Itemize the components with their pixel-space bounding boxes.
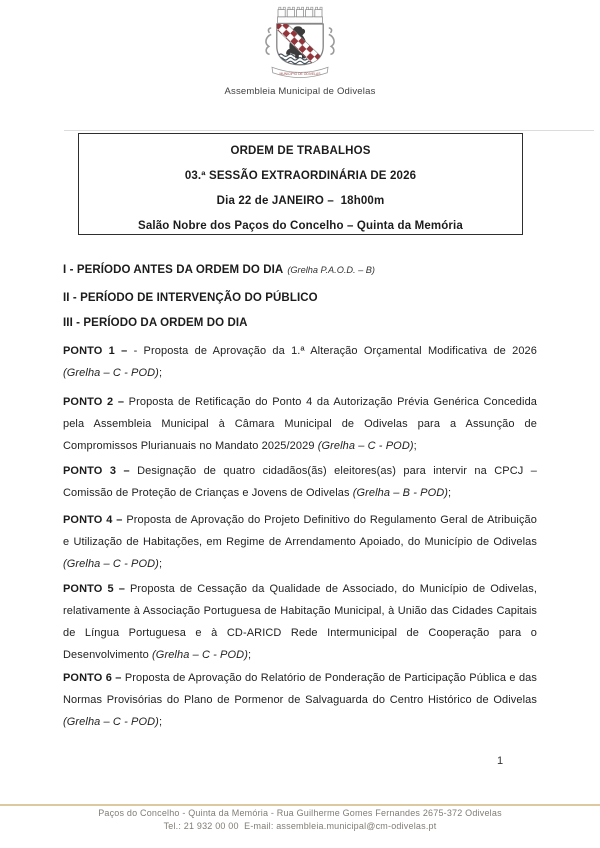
point-label: PONTO 5 xyxy=(63,583,114,595)
crest-banner-text: MUNICÍPIO DE ODIVELAS xyxy=(279,71,321,76)
point-label: PONTO 4 xyxy=(63,514,113,526)
title-line-1: ORDEM DE TRABALHOS xyxy=(230,145,371,157)
point-note: (Grelha – C - POD) xyxy=(63,716,159,728)
point-dash: – xyxy=(112,514,127,526)
section-label: II - PERÍODO DE INTERVENÇÃO DO PÚBLICO xyxy=(63,292,318,304)
title-line-4: Salão Nobre dos Paços do Concelho – Quinta da Memória xyxy=(138,220,463,232)
section-heading-2 xyxy=(63,286,539,309)
point-note: (Grelha – C - POD) xyxy=(63,558,159,570)
scan-artifact-line xyxy=(64,130,594,131)
point-text: Designação de quatro cidadãos(ãs) eleitores(as) para intervir na CPCJ – Comissão de Proteção de Crianças e Jovens de Odivelas xyxy=(63,465,538,499)
agenda-point-3 xyxy=(63,460,537,504)
footer-rule xyxy=(0,804,600,806)
point-suffix: ; xyxy=(448,487,452,499)
point-text: - Proposta de Aprovação da 1.ª Alteração Orçamental Modificativa de 2026 xyxy=(133,345,537,357)
footer-address: Paços do Concelho - Quinta da Memória - Rua Guilherme Gomes Fernandes 2675-372 Odivelas xyxy=(98,808,502,818)
point-text: Proposta de Retificação do Ponto 4 da Autorização Prévia Genérica Concedida pela Assembleia Municipal à Câmara Municipal de Odivelas para a Assunção de Compromissos Plurianuais no Mandato 2025/2029 xyxy=(63,396,538,452)
agenda-point-2 xyxy=(63,391,537,457)
point-suffix: ; xyxy=(247,649,252,661)
point-note: (Grelha – C - POD) xyxy=(63,367,159,379)
point-note: (Grelha – B - POD) xyxy=(352,487,449,499)
point-dash: – xyxy=(116,465,138,477)
point-suffix: ; xyxy=(413,440,417,452)
page-number: 1 xyxy=(496,755,504,767)
section-heading-1 xyxy=(63,258,539,281)
point-label: PONTO 2 xyxy=(63,396,114,408)
point-dash: – xyxy=(113,396,129,408)
point-suffix: ; xyxy=(158,558,163,570)
point-note: (Grelha – C - POD) xyxy=(152,649,248,661)
footer xyxy=(0,807,600,832)
section-heading-3 xyxy=(63,311,539,334)
point-label: PONTO 1 xyxy=(63,345,115,357)
title-line-2: 03.ª SESSÃO EXTRAORDINÁRIA DE 2026 xyxy=(184,170,417,182)
section-note: (Grelha P.A.O.D. – B) xyxy=(287,265,375,275)
agenda-point-6 xyxy=(63,667,537,733)
section-label: III - PERÍODO DA ORDEM DO DIA xyxy=(63,317,248,329)
point-suffix: ; xyxy=(158,367,163,379)
point-dash: – xyxy=(111,672,125,684)
section-label: I - PERÍODO ANTES DA ORDEM DO DIA xyxy=(63,264,284,276)
point-text: Proposta de Aprovação do Projeto Definitivo do Regulamento Geral de Atribuição e Utilização de Habitações, em Regime de Arrendamento Apoiado, do Município de Odivelas xyxy=(63,514,537,548)
point-suffix: ; xyxy=(158,716,163,728)
municipal-crest xyxy=(252,4,348,89)
point-label: PONTO 3 xyxy=(63,465,117,477)
point-text: Proposta de Aprovação do Relatório de Ponderação de Participação Pública e das Normas Provisórias do Plano de Pormenor de Salvaguarda do Centro Histórico de Odivelas xyxy=(63,672,537,706)
org-name: Assembleia Municipal de Odivelas xyxy=(224,86,376,97)
crest-graphic xyxy=(252,4,348,84)
point-text: Proposta de Cessação da Qualidade de Associado, do Município de Odivelas, relativamente à Associação Portuguesa de Habitação Municipal, à União das Cidades Capitais de Língua Portuguesa e à CD-ARICD Rede Intermunicipal de Cooperação para o Desenvolvimento xyxy=(63,583,538,661)
point-dash: – xyxy=(114,345,134,357)
title-box xyxy=(78,133,523,235)
agenda-point-5 xyxy=(63,578,537,666)
footer-contact: Tel.: 21 932 00 00 E-mail: assembleia.municipal@cm-odivelas.pt xyxy=(163,820,437,831)
crest-crown xyxy=(278,7,323,23)
agenda-point-4 xyxy=(63,509,537,575)
point-note: (Grelha – C - POD) xyxy=(317,440,414,452)
agenda-point-1 xyxy=(63,340,537,384)
point-label: PONTO 6 xyxy=(63,672,112,684)
title-line-3: Dia 22 de JANEIRO – 18h00m xyxy=(216,195,385,207)
point-dash: – xyxy=(113,583,130,595)
